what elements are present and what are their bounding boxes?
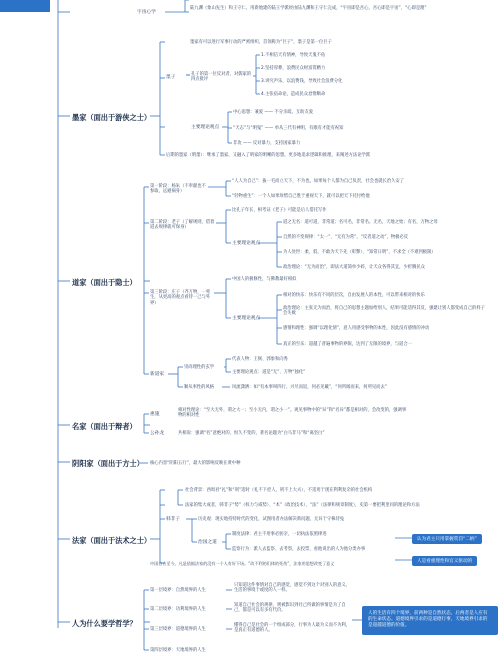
node-lu-wang[interactable]: 陆九渊（象山先生）和王守仁，用新他建的陆王学派经由陆九渊和王守仁完成，“宇宙即是吾心，吾心即是宇宙”、“心即是理” (190, 6, 427, 11)
daoism-xuanxue[interactable]: 崇尚理性的玄学 (184, 365, 215, 370)
realm-3[interactable]: 第三层境界：道德境界的人生 (150, 627, 206, 632)
daoism-g3-item-2[interactable]: 政治理论：主张无为而治，将自己的思想主题加给别人，结果可能适得其反，强建让别人都变成自己的样子会失败 (283, 306, 485, 317)
legalism-law[interactable]: 制度法律：君主不用事必躬亲，一切执法依照律进 (232, 532, 327, 537)
daoism-g1-a[interactable]: “人人为自己”：拔一毛而立天下，不为也。如果每个人都为自己负责，社会也就长治久安了 (232, 179, 405, 184)
legalism-hanfei-summary[interactable]: 法家的集大成者，韩非子“势”（权力与威势）、“术”（政治技术）、“法”（法律和规章制度），史第一要把利里同的理论和方法 (185, 503, 420, 508)
philosophy-summary[interactable]: 人的生活有四个境界，前两种是自然状态，后两者是人应有的生命状态。道德境界引求的是道德行事，天地境界引求的是超越道德的价值。 (362, 606, 498, 635)
mohism-idea-3[interactable]: 非攻 —— 反对暴力，支持国家暴力 (233, 141, 301, 146)
daoism-g4-rep[interactable]: 代表人物：王弼、郭象和向秀 (232, 357, 288, 362)
mohism-theory[interactable]: 主要理论观点 (191, 125, 220, 130)
daoism-g3-a[interactable]: 中国人的极修性，与佛教最好相似 (232, 277, 297, 282)
daoism-neo[interactable]: 新道家 (150, 372, 165, 377)
mohism-idea-2[interactable]: “天志”与“明鬼” —— 单从三代有神明，有歌有才能有祝知 (233, 126, 344, 131)
realm-1-desc[interactable]: 只知道这件事情对自己的感觉，感觉不到这个对别人的意义，生活的事境于或度的人一样。 (234, 583, 351, 594)
legalism-history[interactable]: 历史观：现实地持特时代的变化，试图用者办法解决新问题，无异于守株待兔 (198, 517, 345, 522)
legalism-inspect[interactable]: 监察行为：派人去监察、去考察，去投票，看他说出的人为他分类办事 (232, 547, 366, 552)
realm-2-desc[interactable]: 知道自己社会的规律，则被影识到社己所做的事情是为了自己，都是可以有多有代价。 (234, 603, 346, 614)
realm-4[interactable]: 第四层境界：天地境界的人生 (150, 648, 206, 653)
school-mohism[interactable]: 墨家（面出于游侠之士） (72, 113, 152, 122)
daoism-g3-item-4[interactable]: 真正的至乐：超越了普遍事物的界限，达到了无限的境界，与道合一 (283, 342, 412, 347)
daoism-g3-theory[interactable]: 主要理论观点 (232, 316, 261, 321)
daoism-g3-item-3[interactable]: 感情和理性：强调“以理化情”，意人用感受事物的本性，因此没有感情的冲动 (283, 326, 430, 331)
daoism-g2-item-1[interactable]: 道之无名：道可道，非常道；名可名，非常名。无名，天地之始；有名，万物之母 (283, 220, 438, 225)
school-philosophy[interactable]: 人为什么要学哲学？ (72, 619, 137, 628)
legalism-callout-1[interactable]: 认为君主只用掌握赏罚“二柄” (412, 534, 482, 544)
daoism-g2-theory[interactable]: 主要理论观点 (232, 241, 261, 246)
daoism-g1-b[interactable]: “轻物重生”：一个人如果珍惜自己胜于重视天下，就可以把天下托付给他 (232, 194, 370, 199)
mohism-crit-3[interactable]: 3.讲究声乐，以浪费钱，导致社会浪费分化 (261, 79, 343, 84)
daoism-g4-d[interactable]: 风流潇洒：如“有本事叫四行，兴尽而返，何必见戴”，“何所闻而来，何所见而去” (232, 385, 387, 390)
mohism-crit-4[interactable]: 4.主张宿命论，造成民众怠惰顺命 (261, 92, 326, 97)
daoism-g2-item-2[interactable]: 自然的不变规律：“太一”、“无有为常”，“反者道之动”，物极必反 (283, 235, 409, 240)
names-gongsunlong[interactable]: 公孙龙 (150, 431, 165, 436)
node-yuzhou-xinxue[interactable]: 宇宙心学 (137, 10, 156, 15)
daoism-g2-item-3[interactable]: 为人处世：柔、低、不敢为天下先（彰弊）、“知常日明”，不求全（不难到极限） (283, 250, 436, 255)
mohism-idea-1[interactable]: 中心思想：兼爱 —— 不分亲疏，互助友爱 (233, 110, 314, 115)
daoism-stage-1[interactable]: 第一阶段：杨朱（不奉献也不参取，远避祸身） (150, 184, 206, 195)
daoism-g2-item-4[interactable]: 政治理论：“无为而治”，即法大道简单少碎，让天众各得其宜，少折腾民众 (283, 265, 425, 270)
names-huishi[interactable]: 惠施 (150, 412, 160, 417)
legalism-callout-2[interactable]: 人是看重理性和官义驱动的 (412, 556, 477, 566)
legalism-background[interactable]: 社会背景：西周君“礼”和“刑”适时（礼不下庶人，刑不上大夫），不适用于现在利利复杂的社会机构 (185, 488, 373, 493)
mohism-critique-node[interactable]: 孔子的第一位反对者，对儒家的四点批评 (191, 72, 252, 83)
daoism-stage-2[interactable]: 第二阶段：老子（了解规则，借着道去规律就可保身） (150, 220, 215, 231)
daoism-g3-item-1[interactable]: 相对的快乐：快乐有不同的层次，自由发展人的本性，可以带来相对的快乐 (283, 293, 425, 298)
legalism-governance[interactable]: 治国之道 (198, 540, 217, 545)
school-legalism[interactable]: 法家（面出于法术之士） (72, 536, 152, 545)
realm-1[interactable]: 第一层境界：自然境界的人生 (150, 588, 206, 593)
mohism-mozi[interactable]: 墨子 (166, 75, 176, 80)
legalism-hanfeizi[interactable]: 韩非子 (166, 517, 181, 522)
daoism-stage-3[interactable]: 第三阶段：庄子（齐万物，一死生，从更高的观点看待一己与外界） (150, 290, 211, 306)
mohism-late[interactable]: 后期的墨家（明墨）：继承了墨家，又融入了明家的明晰的思想。更多地追求逻辑和推理，来阐述方法论学派 (166, 153, 371, 158)
daoism-g4-theory[interactable]: 主要理论观点：道是“无”、万物“独化” (232, 370, 306, 375)
school-daoism[interactable]: 道家（面出于隐士） (72, 278, 137, 287)
legalism-fate[interactable]: 中国自古至今，凡是依据法家的没有一个人有好下场。“改不利的们体的死伤”，法家用思想改变了意义 (150, 561, 335, 566)
realm-2[interactable]: 第二层境界：功利境界的人生 (150, 607, 206, 612)
mohism-intro[interactable]: 墨家有可以进行军事行动的严密组织，首领称为“巨子”，墨子是第一位巨子 (190, 40, 332, 45)
yinyang-core[interactable]: 核心内容“阴阳五行”，最大的影响反映在黄中种 (150, 461, 241, 466)
daoism-g2-a[interactable]: 比孔子年长，相考证《老子》可能是后人借托写作 (232, 208, 327, 213)
school-yinyang[interactable]: 阴阳家（面出于方士） (72, 459, 144, 468)
school-names[interactable]: 名家（面出于辩者） (72, 422, 137, 431)
realm-3-desc[interactable]: 懂得自己是社会的一个组成部分，行事为人最为义而不为利，是真正有道德的人。 (234, 623, 351, 634)
mohism-crit-2[interactable]: 2.坚持厚葬，浪费民众财富资精力 (261, 66, 326, 71)
daoism-fengliu[interactable]: 顺从率性的风格 (184, 385, 215, 390)
names-huishi-theory[interactable]: 相对性理论：“至大无外，谓之大一；至小无内，谓之小一”。观见事物中的“异”和“名异”都是相对的，会改变的，强调事物的相对性 (178, 408, 407, 419)
names-gongsunlong-theory[interactable]: 共相说：强调“名”意绝对的，恒久不变的，著名论题为“白马非马”和“离坚白” (178, 431, 325, 436)
mohism-crit-1[interactable]: 1.不相信天有情神，导致天鬼不佑 (261, 53, 326, 58)
